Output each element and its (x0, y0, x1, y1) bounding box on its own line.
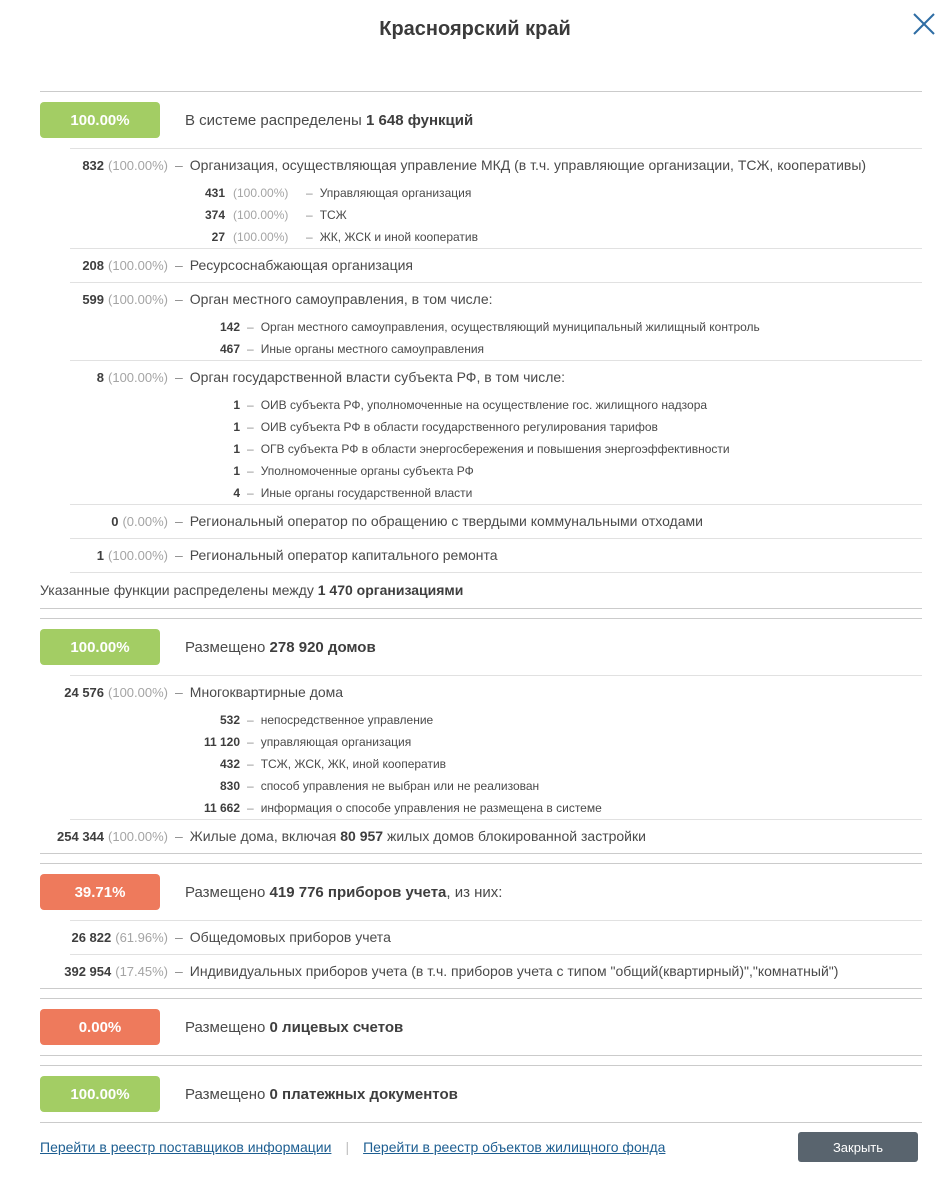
row-count: 142 (219, 320, 240, 334)
stat-row (40, 539, 922, 572)
row-count-column (40, 291, 168, 307)
stat-row (40, 775, 922, 797)
row-count: 24 576 (64, 685, 105, 700)
dash-separator: – (247, 713, 254, 727)
row-label: ОГВ субъекта РФ в области энергосбережения и повышения энергоэффективности (260, 442, 730, 456)
row-count-column (40, 779, 240, 793)
dash-separator: – (247, 442, 254, 456)
row-count-column (40, 442, 240, 456)
stat-row (40, 283, 922, 316)
dash-separator: – (247, 735, 254, 749)
row-label: ОИВ субъекта РФ в области государственного регулирования тарифов (260, 420, 658, 434)
row-label: Орган местного самоуправления, осуществляющий муниципальный жилищный контроль (260, 320, 760, 334)
section-rows (40, 675, 922, 853)
row-count-column (40, 929, 168, 945)
stat-row (40, 753, 922, 775)
row-count-column (40, 208, 225, 222)
stat-section (40, 91, 922, 609)
percent-badge: 100.00% (40, 629, 160, 665)
dash-separator: – (175, 291, 183, 307)
row-count-column (40, 157, 168, 173)
link-providers-registry[interactable]: Перейти в реестр поставщиков информации (40, 1139, 332, 1155)
row-percent: (100.00%) (108, 258, 168, 273)
section-rows (40, 148, 922, 608)
stat-row (40, 361, 922, 394)
link-housing-registry[interactable]: Перейти в реестр объектов жилищного фонда (363, 1139, 666, 1155)
modal-footer (0, 1132, 950, 1180)
row-percent: (100.00%) (108, 158, 168, 173)
row-count-column (40, 464, 240, 478)
stat-row (40, 482, 922, 504)
stat-row (40, 955, 922, 988)
row-count: 392 954 (64, 964, 112, 979)
close-icon[interactable] (910, 10, 938, 38)
row-label: управляющая организация (260, 735, 412, 749)
dash-separator: – (175, 547, 183, 563)
row-count-column (40, 420, 240, 434)
dash-separator: – (247, 801, 254, 815)
row-percent: (100.00%) (108, 370, 168, 385)
row-count-column (40, 713, 240, 727)
section-note: Указанные функции распределены между 1 470 организациями (40, 582, 464, 598)
stat-row (40, 338, 922, 360)
row-percent: (61.96%) (115, 930, 168, 945)
row-count-column (40, 320, 240, 334)
stat-row (40, 505, 922, 538)
dash-separator: – (247, 779, 254, 793)
dash-separator: – (247, 398, 254, 412)
modal-header (0, 0, 950, 47)
dash-separator: – (247, 757, 254, 771)
row-count: 26 822 (71, 930, 112, 945)
row-count-column (40, 486, 240, 500)
row-count: 11 662 (203, 801, 240, 815)
row-label: Орган государственной власти субъекта РФ, в том числе: (189, 369, 566, 385)
footer-links (40, 1139, 665, 1155)
percent-badge: 39.71% (40, 874, 160, 910)
dash-separator: – (306, 208, 313, 222)
dash-separator: – (247, 420, 254, 434)
footer-links-separator: | (345, 1139, 350, 1155)
row-percent: (100.00%) (233, 186, 289, 200)
section-title: Размещено 278 920 домов (185, 638, 376, 656)
stat-row (40, 921, 922, 954)
row-count: 432 (219, 757, 240, 771)
row-percent: (17.45%) (115, 964, 168, 979)
dash-separator: – (247, 486, 254, 500)
stat-section (40, 618, 922, 854)
section-title: Размещено 0 лицевых счетов (185, 1018, 404, 1036)
dash-separator: – (175, 257, 183, 273)
stat-row (40, 249, 922, 282)
row-count: 4 (233, 486, 240, 500)
row-label: способ управления не выбран или не реализован (260, 779, 540, 793)
row-label: Индивидуальных приборов учета (в т.ч. приборов учета с типом "общий(квартирный)","комнатный") (189, 963, 839, 979)
row-count: 532 (219, 713, 240, 727)
dash-separator: – (175, 929, 183, 945)
row-count: 208 (82, 258, 105, 273)
row-count-column (40, 186, 225, 200)
stat-row (40, 316, 922, 338)
row-percent: (100.00%) (233, 208, 289, 222)
stat-row (40, 460, 922, 482)
stat-row (40, 438, 922, 460)
row-count: 1 (233, 398, 240, 412)
stat-section (40, 1065, 922, 1123)
row-count: 374 (204, 208, 225, 222)
row-count-column (40, 684, 168, 700)
stat-section (40, 998, 922, 1056)
row-label: Ресурсоснабжающая организация (189, 257, 414, 273)
row-label: Организация, осуществляющая управление МКД (в т.ч. управляющие организации, ТСЖ, кооперативы) (189, 157, 867, 173)
section-title: Размещено 0 платежных документов (185, 1085, 458, 1103)
row-label: Иные органы государственной власти (260, 486, 473, 500)
row-count-column (40, 757, 240, 771)
row-count: 27 (211, 230, 225, 244)
stat-row (40, 149, 922, 182)
stat-row (40, 709, 922, 731)
row-label: ТСЖ, ЖСК, ЖК, иной кооператив (260, 757, 447, 771)
dash-separator: – (175, 963, 183, 979)
row-label: Региональный оператор капитального ремонта (189, 547, 498, 563)
section-title: Размещено 419 776 приборов учета, из них: (185, 883, 503, 901)
dash-separator: – (175, 369, 183, 385)
row-count-column (40, 828, 168, 844)
dash-separator: – (306, 186, 313, 200)
stat-row (40, 416, 922, 438)
section-header-row (40, 92, 922, 148)
row-count: 1 (233, 464, 240, 478)
row-count: 0 (111, 514, 119, 529)
stat-row (40, 797, 922, 819)
row-percent: (100.00%) (108, 829, 168, 844)
row-count: 832 (82, 158, 105, 173)
dash-separator: – (175, 513, 183, 529)
stat-section (40, 863, 922, 989)
dash-separator: – (175, 157, 183, 173)
row-count-column (40, 342, 240, 356)
stat-row (40, 182, 922, 204)
row-count: 1 (96, 548, 105, 563)
stat-row (40, 820, 922, 853)
percent-badge: 0.00% (40, 1009, 160, 1045)
row-count: 599 (82, 292, 105, 307)
close-button[interactable]: Закрыть (798, 1132, 918, 1162)
stat-row (40, 226, 922, 248)
row-count: 254 344 (57, 829, 105, 844)
stat-row (40, 394, 922, 416)
row-label: Иные органы местного самоуправления (260, 342, 485, 356)
row-count: 11 120 (203, 735, 240, 749)
row-count-column (40, 369, 168, 385)
row-label: Общедомовых приборов учета (189, 929, 391, 945)
row-label: Управляющая организация (319, 186, 472, 200)
dash-separator: – (247, 464, 254, 478)
row-count: 8 (96, 370, 105, 385)
dash-separator: – (175, 684, 183, 700)
row-count-column (40, 513, 168, 529)
section-header-row (40, 619, 922, 675)
dash-separator: – (247, 320, 254, 334)
row-percent: (100.00%) (233, 230, 289, 244)
row-count-column (40, 801, 240, 815)
row-count-column (40, 257, 168, 273)
row-count-column (40, 963, 168, 979)
page-title: Красноярский край (379, 18, 571, 40)
section-header-row (40, 1066, 922, 1122)
row-percent: (100.00%) (108, 292, 168, 307)
section-header-row (40, 864, 922, 920)
stat-row (40, 731, 922, 753)
dash-separator: – (175, 828, 183, 844)
percent-badge: 100.00% (40, 1076, 160, 1112)
row-label: ОИВ субъекта РФ, уполномоченные на осуществление гос. жилищного надзора (260, 398, 708, 412)
row-count: 830 (219, 779, 240, 793)
stat-row (40, 676, 922, 709)
row-count: 467 (219, 342, 240, 356)
sections-container (0, 91, 950, 1132)
row-label: информация о способе управления не размещена в системе (260, 801, 602, 815)
row-percent: (100.00%) (108, 548, 168, 563)
row-label: Региональный оператор по обращению с твердыми коммунальными отходами (189, 513, 703, 529)
row-count-column (40, 735, 240, 749)
row-count: 1 (233, 442, 240, 456)
stat-row (40, 204, 922, 226)
dash-separator: – (306, 230, 313, 244)
row-percent: (0.00%) (122, 514, 168, 529)
row-count: 1 (233, 420, 240, 434)
row-label: Жилые дома, включая 80 957 жилых домов блокированной застройки (189, 828, 646, 844)
row-count-column (40, 398, 240, 412)
row-label: Уполномоченные органы субъекта РФ (260, 464, 474, 478)
section-title: В системе распределены 1 648 функций (185, 111, 474, 129)
row-label: ТСЖ (319, 208, 347, 222)
row-count-column (40, 230, 225, 244)
percent-badge: 100.00% (40, 102, 160, 138)
row-label: Орган местного самоуправления, в том числе: (189, 291, 493, 307)
row-label: непосредственное управление (260, 713, 434, 727)
section-rows (40, 920, 922, 988)
dash-separator: – (247, 342, 254, 356)
row-label: ЖК, ЖСК и иной кооператив (319, 230, 479, 244)
section-header-row (40, 999, 922, 1055)
row-count-column (40, 547, 168, 563)
row-label: Многоквартирные дома (189, 684, 344, 700)
row-percent: (100.00%) (108, 685, 168, 700)
row-count: 431 (204, 186, 225, 200)
